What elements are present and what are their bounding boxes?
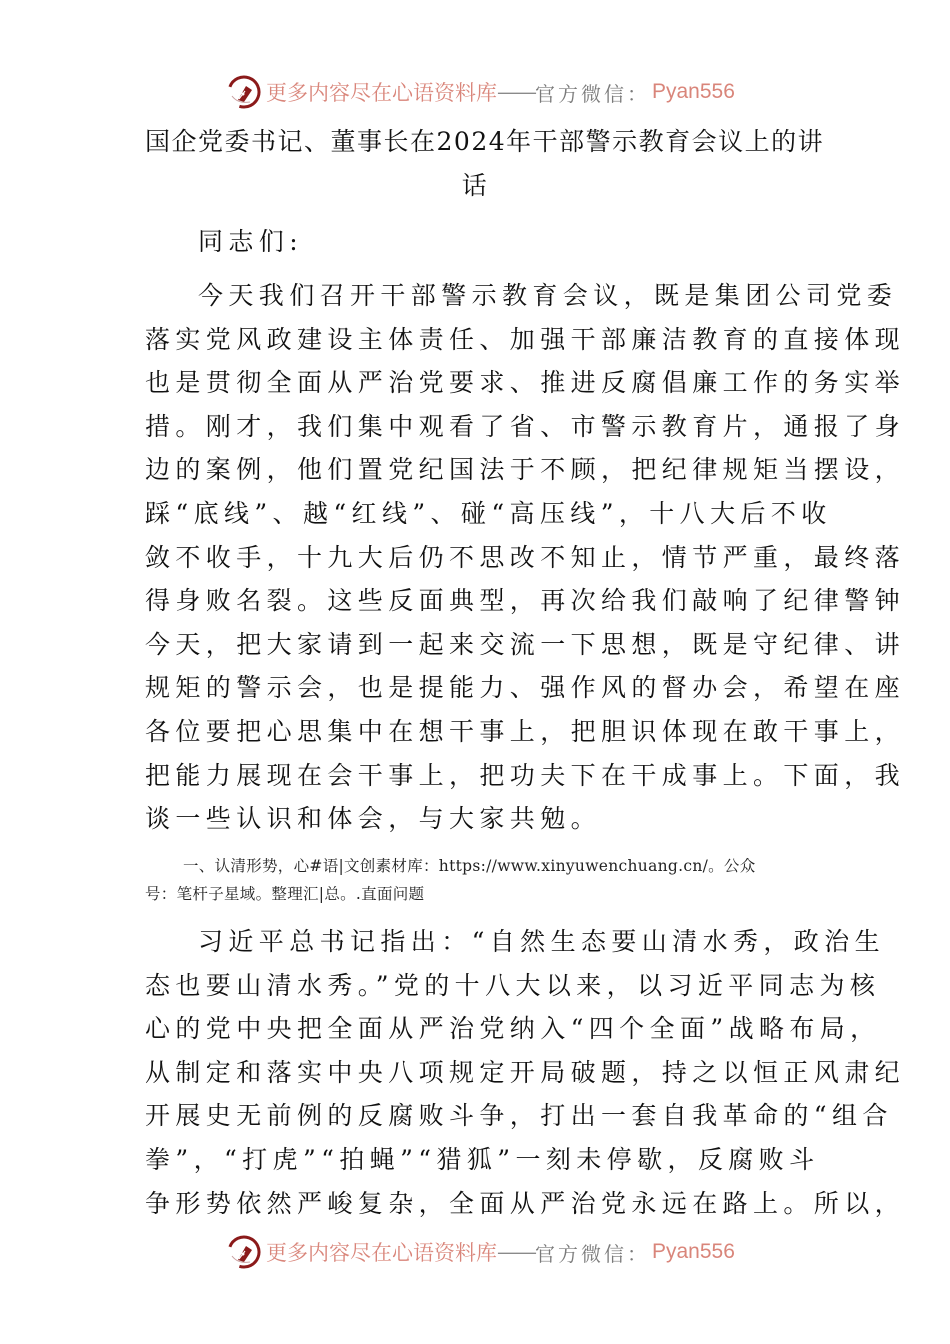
paragraph-line: 拳”，“打虎”“拍蝇”“猎狐”一刻未停歇，反腐败斗 — [145, 1144, 820, 1174]
paragraph-2 — [145, 920, 906, 1225]
watermark-separator: —— — [497, 1240, 535, 1264]
pen-nib-logo-icon — [226, 1234, 262, 1270]
paragraph-line: 谈一些认识和体会，与大家共勉。 — [145, 804, 602, 834]
paragraph-line: 从制定和落实中央八项规定开局破题，持之以恒正风肃纪 — [145, 1057, 906, 1087]
watermark-brand-text: 更多内容尽在心语资料库 — [266, 81, 497, 105]
paragraph-line: 敛不收手，十九大后仍不思改不知止，情节严重，最终落 — [145, 542, 906, 572]
paragraph-1 — [145, 274, 906, 841]
title-line: 国企党委书记、董事长在2024年干部警示教育会议上的讲 — [145, 127, 825, 156]
paragraph-line: 开展史无前例的反腐败斗争，打出一套自我革命的“组合 — [145, 1101, 893, 1131]
paragraph-line: 边的案例，他们置党纪国法于不顾，把纪律规矩当摆设， — [145, 455, 906, 485]
paragraph-line: 也是贯彻全面从严治党要求、推进反腐倡廉工作的务实举 — [145, 368, 906, 398]
paragraph-line: 今天，把大家请到一起来交流一下思想，既是守纪律、讲 — [145, 629, 906, 659]
watermark-banner-bottom — [226, 1232, 735, 1272]
pen-nib-logo-icon — [226, 74, 262, 110]
paragraph-line: 把能力展现在会干事上，把功夫下在干成事上。下面，我 — [145, 760, 906, 790]
watermark-label: 官方微信： — [535, 1241, 650, 1266]
salutation-text: 同志们: — [198, 227, 304, 256]
watermark-banner-top — [226, 72, 735, 112]
paragraph-line: 心的党中央把全面从严治党纳入“四个全面”战略布局， — [145, 1014, 881, 1044]
title-line: 话 — [461, 170, 489, 200]
section-heading — [145, 852, 810, 908]
paragraph-line: 态也要山清水秀。”党的十八大以来，以习近平同志为核 — [145, 970, 881, 1000]
document-title — [145, 120, 825, 207]
watermark-brand-text: 更多内容尽在心语资料库 — [266, 1241, 497, 1265]
paragraph-line: 习近平总书记指出：“自然生态要山清水秀，政治生 — [198, 927, 885, 956]
watermark-separator: —— — [497, 80, 535, 104]
paragraph-line: 各位要把心思集中在想干事上，把胆识体现在敢干事上， — [145, 716, 906, 746]
paragraph-line: 今天我们召开干部警示教育会议，既是集团公司党委 — [198, 281, 898, 310]
section-heading-line: 号：笔杆子星域。整理汇|总。.直面问题 — [145, 885, 425, 903]
watermark-wechat-id: Pyan556 — [652, 80, 735, 103]
watermark-label: 官方微信： — [535, 81, 650, 106]
paragraph-line: 措。刚才，我们集中观看了省、市警示教育片，通报了身 — [145, 411, 906, 441]
paragraph-line: 踩“底线”、越“红线”、碰“高压线”，十八大后不收 — [145, 498, 832, 528]
watermark-wechat-id: Pyan556 — [652, 1240, 735, 1263]
section-heading-line: 一、认清形势，心#语|文创素材库：https://www.xinyuwenchuang.cn/。公众 — [183, 857, 756, 875]
paragraph-line: 落实党风政建设主体责任、加强干部廉洁教育的直接体现 — [145, 324, 906, 354]
paragraph-line: 规矩的警示会，也是提能力、强作风的督办会，希望在座 — [145, 673, 906, 703]
paragraph-line: 得身败名裂。这些反面典型，再次给我们敲响了纪律警钟 — [145, 586, 906, 616]
paragraph-line: 争形势依然严峻复杂，全面从严治党永远在路上。所以， — [145, 1188, 906, 1218]
salutation — [145, 220, 807, 264]
